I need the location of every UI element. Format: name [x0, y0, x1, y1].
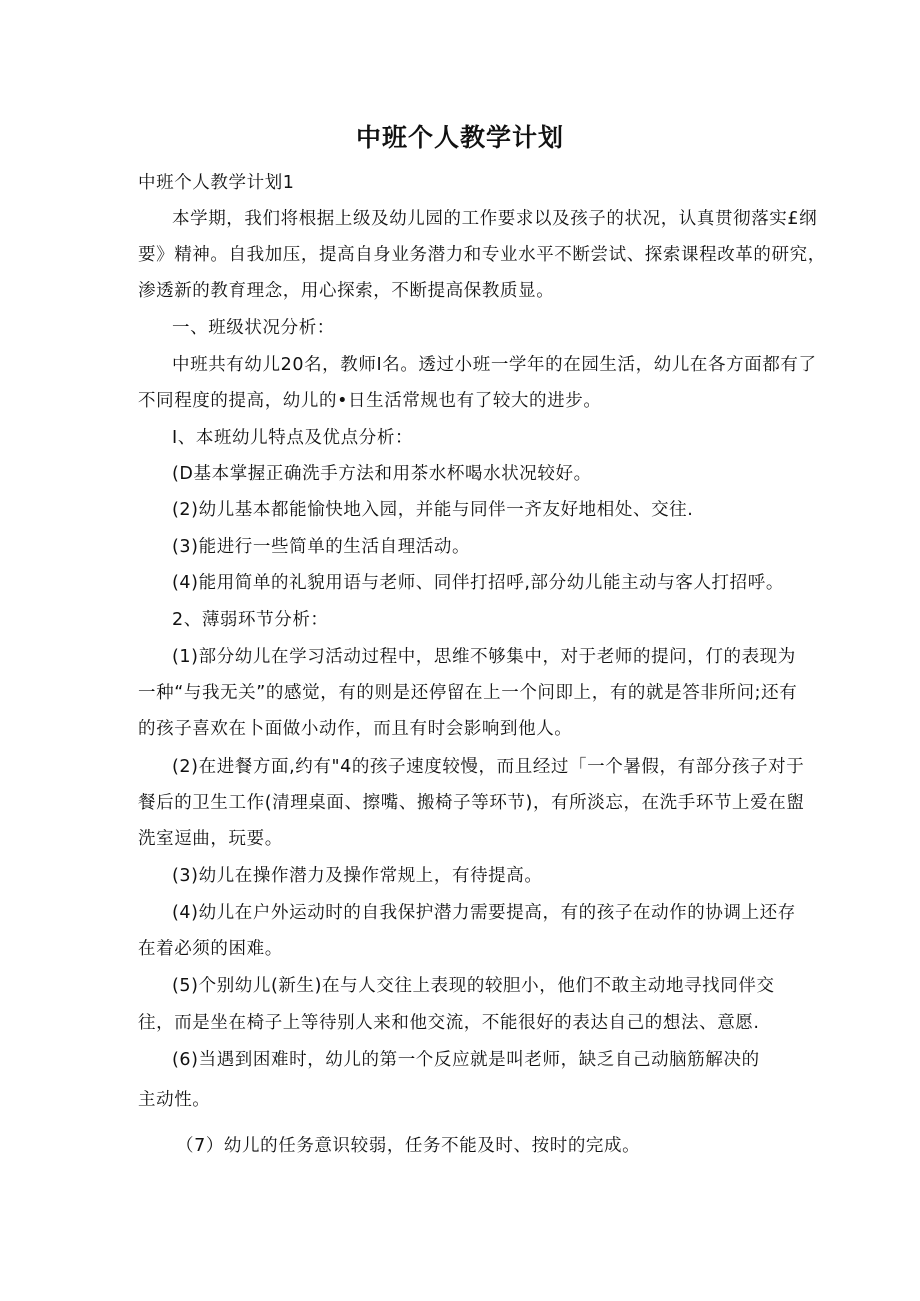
weakness-item-line: 一种“与我无关”的感觉，有的则是还停留在上一个问即上，有的就是答非所问;还有	[138, 683, 798, 703]
strength-item: (4)能用简单的礼貌用语与老师、同伴打招呼,部分幼儿能主动与客人打招呼。	[172, 573, 784, 593]
class-summary-line: 中班共有幼儿20名，教师I名。透过小班一学年的在园生活，幼儿在各方面都有了	[172, 355, 817, 375]
weakness-item-line: (2)在进餐方面,约有"4的孩子速度较慢，而且经过「一个暑假，有部分孩子对于	[172, 757, 805, 777]
document-title: 中班个人教学计划	[355, 123, 564, 152]
weakness-item-line: 的孩子喜欢在卜面做小动作，而且有时会影响到他人。	[138, 719, 573, 739]
strength-item: (3)能进行一些简单的生活自理活动。	[172, 537, 471, 557]
strength-item: (2)幼儿基本都能愉快地入园，并能与同伴一齐友好地相处、交往.	[172, 500, 694, 520]
weakness-item-line: (1)部分幼儿在学习活动过程中，思维不够集中，对于老师的提问，仃的表现为	[172, 647, 796, 667]
weakness-item-line: 洗室逗曲，玩要。	[138, 829, 283, 849]
weakness-item-line: 餐后的卫生工作(清理桌面、擦嘴、搬椅子等环节)，有所淡忘，在洗手环节上爱在盥	[138, 793, 805, 813]
weakness-item-line: 主动性。	[138, 1090, 211, 1110]
section-heading: 一、班级状况分析：	[172, 318, 335, 338]
intro-line: 渗透新的教育理念，用心探索，不断提高保教质显。	[138, 281, 555, 301]
weakness-item-line: （7）幼儿的任务意识较弱，任务不能及时、按时的完成。	[176, 1136, 641, 1156]
weakness-item-line: (6)当遇到困难时，幼儿的第一个反应就是叫老师，缺乏自己动脑筋解决的	[172, 1050, 760, 1070]
weakness-item-line: 往，而是坐在椅子上等待别人来和他交流，不能很好的表达自己的想法、意愿.	[138, 1013, 760, 1033]
strengths-heading: I、本班幼儿特点及优点分析：	[172, 428, 414, 448]
weakness-item-line: (4)幼儿在户外运动时的自我保护潜力需要提高，有的孩子在动作的协调上还存	[172, 903, 796, 923]
class-summary-line: 不同程度的提高，幼儿的•日生活常规也有了较大的进步。	[138, 391, 602, 411]
strength-item: (D基本掌握正确洗手方法和用茶水杯喝水状况较好。	[172, 464, 592, 484]
weakness-item-line: (5)个别幼儿(新生)在与人交往上表现的较胆小，他们不敢主动地寻找同伴交	[172, 976, 775, 996]
weakness-item-line: 在着必须的困难。	[138, 939, 283, 959]
weakness-item-line: (3)幼儿在操作潜力及操作常规上，有待提高。	[172, 866, 543, 886]
intro-line: 本学期，我们将根据上级及幼儿园的工作要求以及孩子的状况，认真贯彻落实£纲	[172, 209, 818, 229]
weakness-heading: 2、薄弱环节分析：	[172, 610, 329, 630]
intro-line: 要》精神。自我加压，提高自身业务潜力和专业水平不断尝试、探索课程改革的研究，	[138, 245, 826, 265]
document-subtitle: 中班个人教学计划1	[138, 173, 295, 193]
